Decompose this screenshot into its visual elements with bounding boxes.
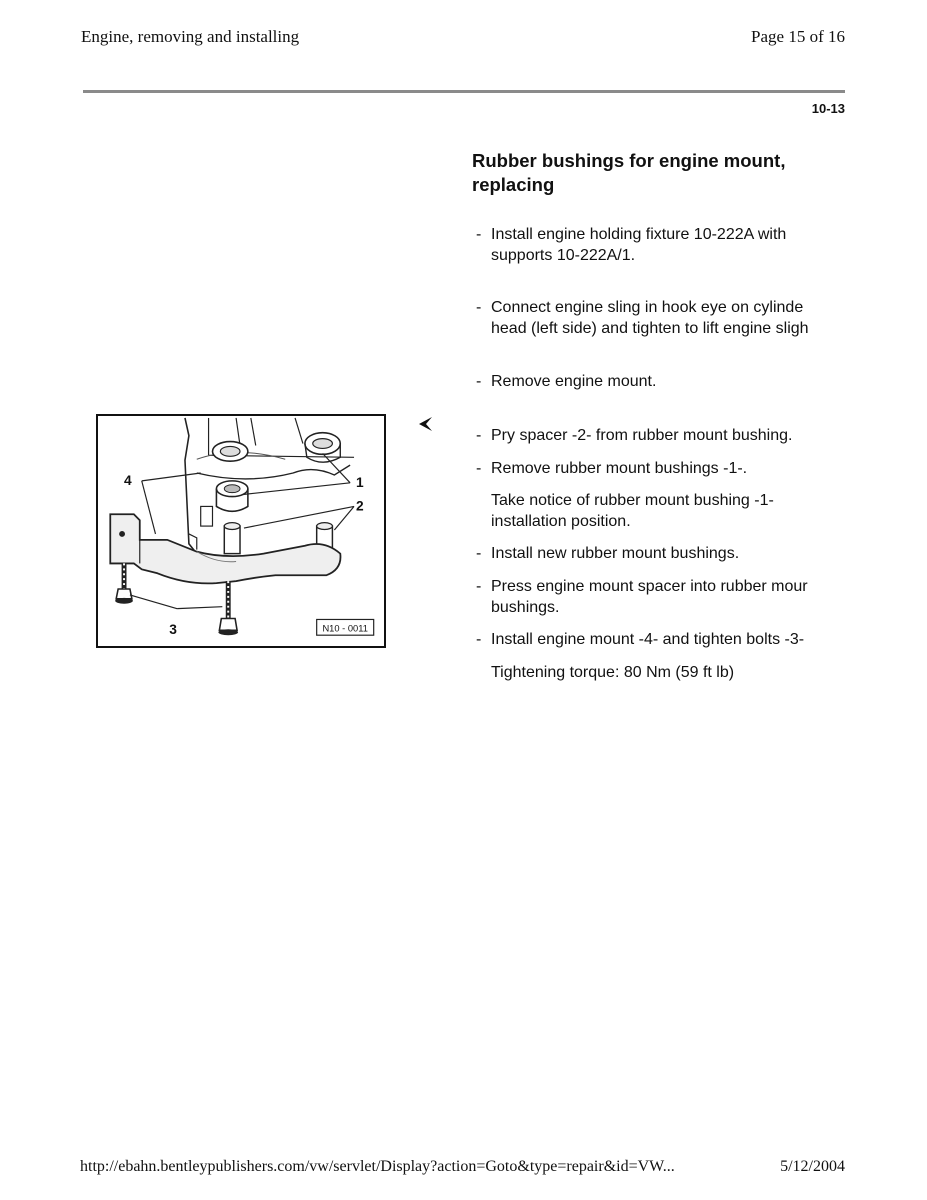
header-divider [83,90,845,93]
step-2 [476,297,845,339]
step-4 [476,425,845,446]
callout-2: 2 [356,498,364,514]
step-1 [476,224,845,266]
step-text: Install engine holding fixture 10-222A with supports 10-222A/1. [491,226,787,264]
step-6 [476,543,845,564]
step-dash: - [476,299,482,316]
step-text: Remove rubber mount bushings -1-. [491,460,748,477]
section-number: 10-13 [811,101,845,116]
footer-url: http://ebahn.bentleypublishers.com/vw/servlet/Display?action=Goto&type=repair&id=VW... [80,1158,675,1175]
step-text: Connect engine sling in hook eye on cylinde head (left side) and tighten to lift engine sligh [491,299,809,337]
step-dash: - [476,226,482,243]
header-title: Engine, removing and installing [81,27,300,46]
step-text: Install engine mount -4- and tighten bolts -3- [491,631,805,648]
header-page-number: Page 15 of 16 [751,27,845,46]
figure-pointer-icon [416,414,434,434]
note-tightening-torque: Tightening torque: 80 Nm (59 ft lb) [491,664,735,681]
step-dash: - [476,545,482,562]
footer-date: 5/12/2004 [780,1158,845,1175]
step-3 [476,371,845,392]
step-dash: - [476,460,482,477]
step-text: Press engine mount spacer into rubber mour bushings. [491,578,808,616]
figure-code: N10 - 0011 [322,623,368,634]
step-dash: - [476,373,482,390]
callout-1: 1 [356,474,364,490]
step-text: Install new rubber mount bushings. [491,545,740,562]
step-5 [476,458,845,479]
step-8 [476,629,845,650]
engine-mount-figure [96,414,386,648]
step-dash: - [476,631,482,648]
note-bushing-position: Take notice of rubber mount bushing -1- installation position. [491,492,774,530]
step-dash: - [476,578,482,595]
step-text: Remove engine mount. [491,373,657,390]
engine-mount-illustration [98,416,384,646]
callout-3: 3 [169,622,177,638]
section-heading: Rubber bushings for engine mount, replacing [472,150,786,195]
step-text: Pry spacer -2- from rubber mount bushing. [491,427,793,444]
callout-4: 4 [124,472,132,488]
step-7 [476,576,845,618]
step-dash: - [476,427,482,444]
